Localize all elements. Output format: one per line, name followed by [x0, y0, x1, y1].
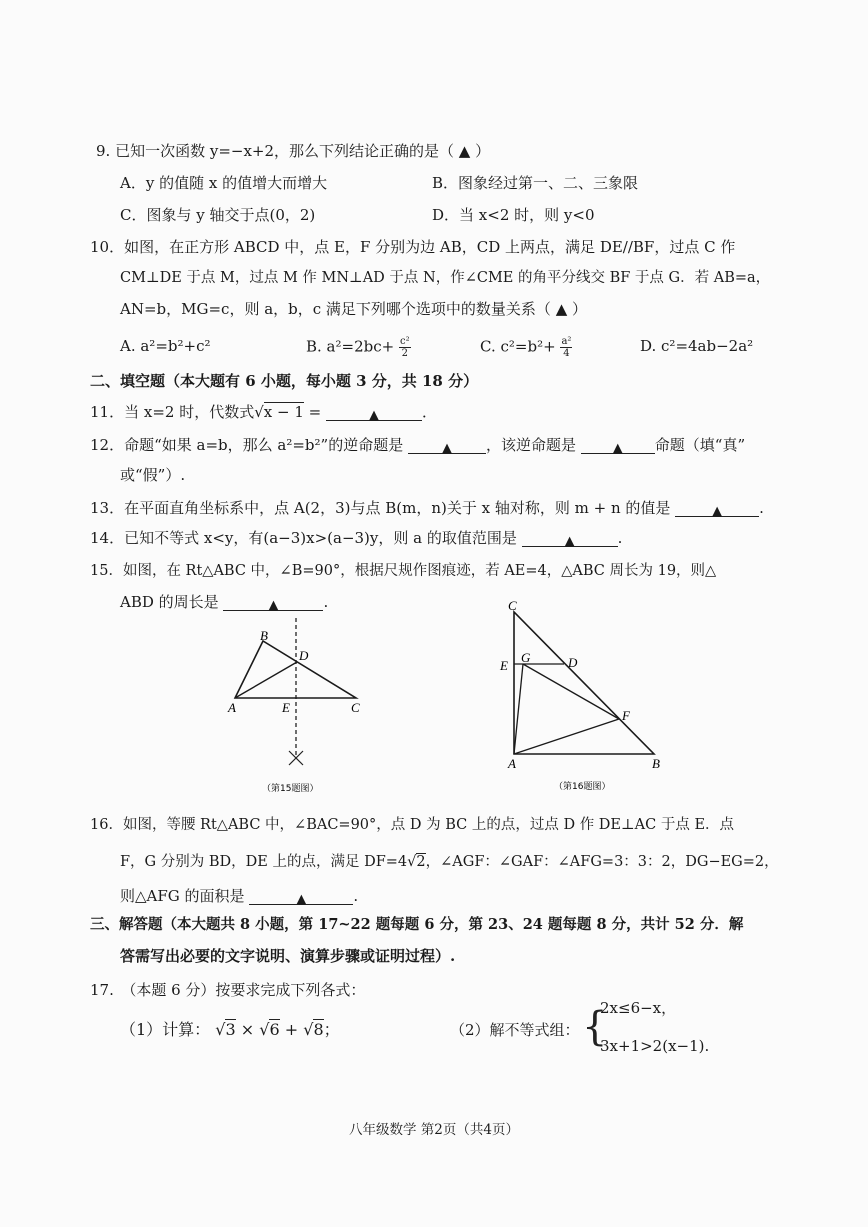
inequality-system-brace: { [582, 1004, 608, 1050]
q13 [90, 498, 764, 518]
q10-option-b-denominator: 2 [401, 348, 408, 359]
q9-option-a: A．y 的值随 x 的值增大而增大 [120, 174, 328, 192]
q17-radicand-2: 6 [269, 1020, 280, 1039]
q12-post: 命题（填“真” [654, 436, 746, 454]
section-3-heading-line1: 三、解答题（本大题共 8 小题，第 17~22 题每题 6 分，第 23、24 题每题 8 分，共计 52 分．解 [90, 916, 744, 933]
q11-radicand: x − 1 [263, 403, 304, 421]
q16-line2-pre: F，G 分别为 BD，DE 上的点，满足 DF=4 [120, 854, 408, 870]
blank-marker: ▲ [612, 441, 623, 456]
q16-line3-pre: 则△AFG 的面积是 [120, 887, 245, 905]
q16-line2-post: ，∠AGF：∠GAF：∠AFG=3：3：2，DG−EG=2， [425, 854, 779, 870]
q17-radicand-3: 8 [313, 1020, 324, 1039]
q11-equals: = [303, 403, 322, 421]
q14 [90, 528, 622, 548]
label-e: E [282, 700, 290, 715]
q13-pre: 13．在平面直角坐标系中，点 A(2，3)与点 B(m，n)关于 x 轴对称，则 m + n 的值是 [90, 499, 671, 517]
q17-times-sign: × [240, 1020, 255, 1039]
figure-15-caption: （第15题图） [262, 784, 319, 794]
q10-option-c-fraction [560, 336, 572, 359]
section-3-heading-line2: 答需写出必要的文字说明、演算步骤或证明过程）. [120, 947, 456, 965]
q17-part1-end: ； [323, 1020, 340, 1039]
q15-pre2: ABD 的周长是 [120, 593, 219, 611]
q9-option-d: D．当 x<2 时，则 y<0 [432, 206, 595, 224]
label-d: D [299, 648, 309, 663]
figure-15 [220, 610, 380, 800]
blank-marker: ▲ [369, 408, 379, 423]
q11-answer-blank[interactable] [326, 404, 422, 421]
q16-answer-blank[interactable] [249, 888, 353, 905]
q17-inequality-1: 2x≤6−x， [600, 999, 677, 1017]
segment-ag [514, 664, 523, 754]
q9-stem: 9. 已知一次函数 y=−x+2，那么下列结论正确的是（ ▲ ） [96, 142, 491, 160]
q10-line1: 10．如图，在正方形 ABCD 中，点 E，F 分别为边 AB，CD 上两点，满足 DE//BF，过点 C 作 [90, 238, 736, 256]
q17-inequality-2: 3x+1>2(x−1). [600, 1037, 710, 1055]
q10-option-a: A. a²=b²+c² [120, 337, 211, 355]
q16-sqrt: √2 [407, 854, 426, 870]
q16-line3 [120, 886, 358, 906]
q12-answer-blank-1[interactable] [408, 437, 486, 454]
q11-pre: 11．当 x=2 时，代数式 [90, 403, 255, 421]
triangle-abc [514, 612, 654, 754]
q14-post: . [617, 529, 623, 547]
q10-option-b-prefix: B. a²=2bc+ [306, 337, 395, 356]
q17-sqrt-1: √3 [215, 1020, 236, 1039]
label-b: B [652, 756, 660, 771]
q16-line3-post: . [353, 887, 359, 905]
q10-option-b-numerator: c² [399, 336, 410, 347]
q15-answer-blank[interactable] [223, 594, 323, 611]
q17-stem: 17. （本题 6 分）按要求完成下列各式： [90, 981, 366, 999]
figure-16 [492, 596, 682, 796]
segment-af [514, 719, 619, 754]
q10-line3: AN=b，MG=c，则 a，b，c 满足下列哪个选项中的数量关系（ ▲ ） [120, 300, 587, 318]
q12-line2: 或“假”）. [120, 466, 186, 484]
q11 [90, 402, 437, 422]
q17-part1 [120, 1020, 340, 1040]
q15-post2: . [323, 593, 329, 611]
q17-radicand-1: 3 [225, 1020, 236, 1039]
q12-line1 [90, 435, 745, 455]
q17-sqrt-2: √6 [259, 1020, 280, 1039]
q11-sqrt: √x − 1 [254, 403, 304, 421]
q9-option-b: B．图象经过第一、二、三象限 [432, 174, 639, 192]
label-a: A [228, 700, 236, 715]
segment-gf [523, 664, 619, 719]
q10-option-c [480, 336, 572, 359]
q11-post: ． [422, 403, 438, 421]
q10-line2: CM⊥DE 于点 M，过点 M 作 MN⊥AD 于点 N，作∠CME 的角平分线交 BF 于点 G．若 AB=a， [120, 270, 771, 286]
q12-answer-blank-2[interactable] [581, 437, 655, 454]
q10-option-c-prefix: C. c²=b²+ [480, 337, 556, 356]
q10-option-c-denominator: 4 [563, 348, 570, 359]
label-b: B [260, 628, 268, 643]
q12-pre: 12．命题“如果 a=b，那么 a²=b²”的逆命题是 [90, 436, 404, 454]
label-e: E [500, 658, 508, 673]
section-2-heading: 二、填空题（本大题有 6 小题，每小题 3 分，共 18 分） [90, 372, 479, 390]
q14-pre: 14．已知不等式 x<y，有(a−3)x>(a−3)y，则 a 的取值范围是 [90, 529, 517, 547]
q10-option-b-fraction [399, 336, 411, 359]
q17-part1-label: （1）计算： [120, 1020, 211, 1039]
label-f: F [622, 708, 630, 723]
label-d: D [568, 655, 578, 670]
q16-line2 [120, 852, 779, 872]
label-c: C [351, 700, 360, 715]
q17-plus-sign: + [284, 1020, 299, 1039]
q17-sqrt-3: √8 [303, 1020, 324, 1039]
label-a: A [508, 756, 516, 771]
label-c: C [508, 598, 517, 613]
label-g: G [521, 650, 531, 665]
q15-line2 [120, 592, 328, 612]
blank-marker: ▲ [712, 504, 723, 519]
blank-marker: ▲ [296, 892, 307, 907]
q9-option-c: C．图象与 y 轴交于点(0，2) [120, 206, 316, 224]
q16-radicand: 2 [416, 854, 426, 870]
blank-marker: ▲ [564, 534, 575, 549]
blank-marker: ▲ [442, 441, 452, 456]
q15-line1: 15．如图，在 Rt△ABC 中，∠B=90°，根据尺规作图痕迹，若 AE=4，△ABC 周长为 19，则△ [90, 563, 717, 579]
page-footer: 八年级数学 第2页（共4页） [349, 1122, 519, 1138]
blank-marker: ▲ [268, 598, 279, 613]
q17-part2-label: （2）解不等式组： [450, 1021, 580, 1039]
q13-post: . [759, 499, 764, 517]
q10-option-c-numerator: a² [561, 336, 572, 347]
q10-option-d: D. c²=4ab−2a² [640, 337, 754, 355]
q10-option-b [306, 336, 411, 359]
q12-mid: ，该逆命题是 [486, 436, 577, 454]
figure-16-caption: （第16题图） [554, 782, 611, 792]
q13-answer-blank[interactable] [675, 500, 759, 517]
q16-line1: 16．如图，等腰 Rt△ABC 中，∠BAC=90°，点 D 为 BC 上的点，过点 D 作 DE⊥AC 于点 E．点 [90, 817, 735, 833]
q14-answer-blank[interactable] [522, 530, 618, 547]
